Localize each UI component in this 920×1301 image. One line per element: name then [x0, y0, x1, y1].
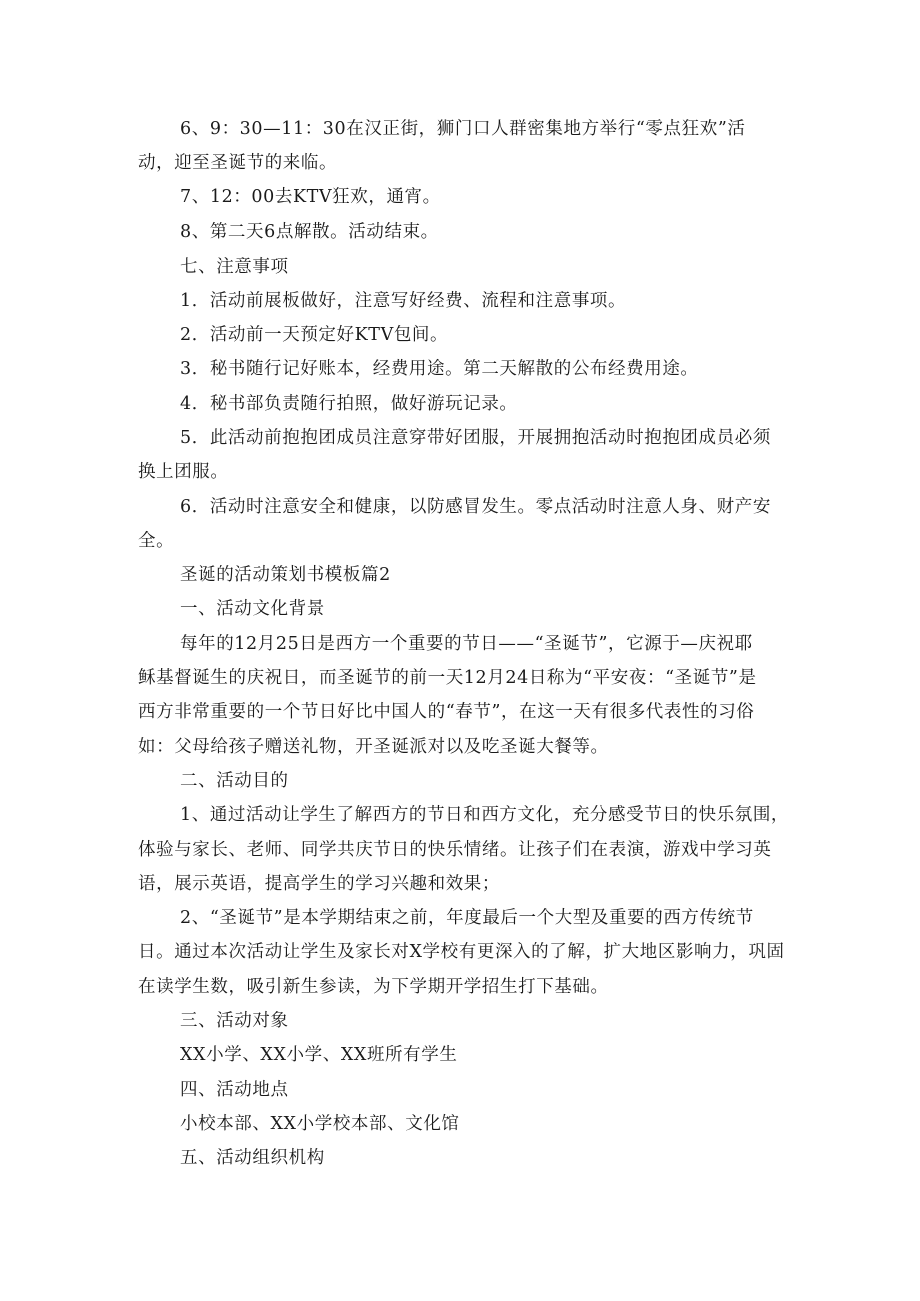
- paragraph-line: 动，迎至圣诞节的来临。: [138, 153, 338, 173]
- paragraph-line: 6、9：30—11：30在汉正街，狮门口人群密集地方举行“零点狂欢”活: [180, 119, 746, 139]
- paragraph-line: 日。通过本次活动让学生及家长对X学校有更深入的了解，扩大地区影响力，巩固: [138, 942, 785, 962]
- list-item-continuation: 换上团服。: [138, 462, 229, 482]
- section-heading: 四、活动地点: [180, 1080, 289, 1100]
- paragraph-line: 每年的12月25日是西方一个重要的节日——“圣诞节”，它源于—庆祝耶: [180, 634, 753, 654]
- list-item: 6．活动时注意安全和健康，以防感冒发生。零点活动时注意人身、财产安: [180, 497, 771, 517]
- list-item: 4．秘书部负责随行拍照，做好游玩记录。: [180, 394, 518, 414]
- list-item-continuation: 全。: [138, 531, 175, 551]
- section-heading: 五、活动组织机构: [180, 1148, 325, 1168]
- list-item: 3．秘书随行记好账本，经费用途。第二天解散的公布经费用途。: [180, 359, 699, 379]
- paragraph-line: 小校本部、XX小学校本部、文化馆: [180, 1114, 460, 1134]
- list-item: 5．此活动前抱抱团成员注意穿带好团服，开展拥抱活动时抱抱团成员必须: [180, 428, 771, 448]
- paragraph-line: 1、通过活动让学生了解西方的节日和西方文化，充分感受节日的快乐氛围，: [180, 805, 790, 825]
- paragraph-line: 7、12：00去KTV狂欢，通宵。: [180, 187, 441, 207]
- document-title: 圣诞的活动策划书模板篇2: [180, 565, 391, 585]
- paragraph-line: 体验与家长、老师、同学共庆节日的快乐情绪。让孩子们在表演，游戏中学习英: [138, 840, 772, 860]
- section-heading: 二、活动目的: [180, 771, 289, 791]
- list-item: 2．活动前一天预定好KTV包间。: [180, 325, 449, 345]
- paragraph-line: 西方非常重要的一个节日好比中国人的“春节”，在这一天有很多代表性的习俗: [138, 702, 755, 722]
- paragraph-line: 2、“圣诞节”是本学期结束之前，年度最后一个大型及重要的西方传统节: [180, 908, 754, 928]
- paragraph-line: XX小学、XX小学、XX班所有学生: [180, 1045, 458, 1065]
- paragraph-line: 如：父母给孩子赠送礼物，开圣诞派对以及吃圣诞大餐等。: [138, 737, 609, 757]
- list-item: 1．活动前展板做好，注意写好经费、流程和注意事项。: [180, 291, 627, 311]
- section-heading: 三、活动对象: [180, 1011, 289, 1031]
- paragraph-line: 稣基督诞生的庆祝日，而圣诞节的前一天12月24日称为“平安夜：“圣诞节”是: [138, 668, 757, 688]
- section-heading: 七、注意事项: [180, 257, 289, 277]
- section-heading: 一、活动文化背景: [180, 599, 325, 619]
- paragraph-line: 8、第二天6点解散。活动结束。: [180, 222, 439, 242]
- paragraph-line: 在读学生数，吸引新生参读，为下学期开学招生打下基础。: [138, 977, 609, 997]
- paragraph-line: 语，展示英语，提高学生的学习兴趣和效果；: [138, 874, 500, 894]
